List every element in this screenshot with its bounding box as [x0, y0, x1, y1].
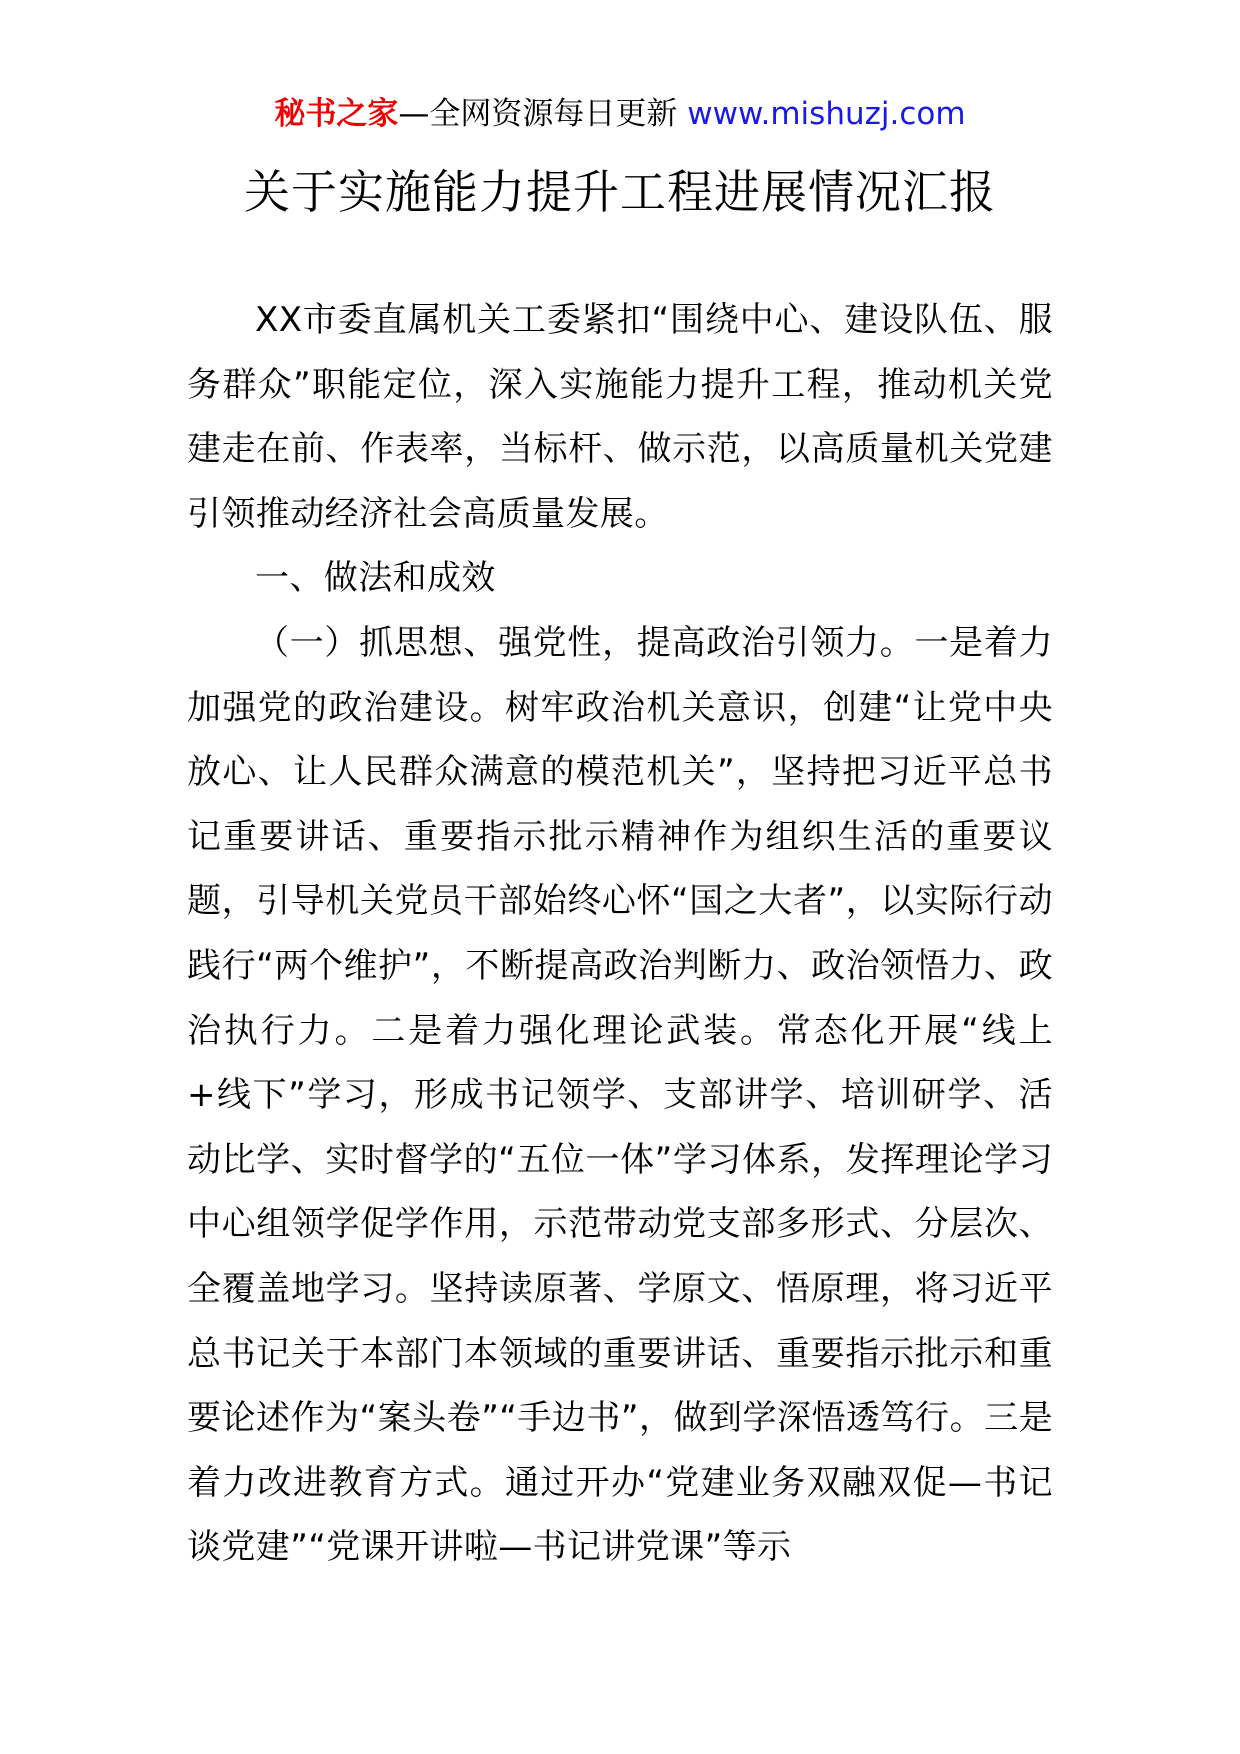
website-link[interactable]: www.mishuzj.com	[687, 96, 966, 132]
intro-paragraph: XX市委直属机关工委紧扣“围绕中心、建设队伍、服务群众”职能定位，深入实施能力提升工程，推动机关党建走在前、作表率，当标杆、做示范，以高质量机关党建引领推动经济社会高质量发展。	[187, 300, 1053, 534]
document-title: 关于实施能力提升工程进展情况汇报	[244, 165, 996, 219]
site-header	[0, 94, 1240, 134]
section-heading: 一、做法和成效	[255, 558, 496, 599]
body-paragraph: （一）抓思想、强党性，提高政治引领力。一是着力加强党的政治建设。树牢政治机关意识，创建“让党中央放心、让人民群众满意的模范机关”，坚持把习近平总书记重要讲话、重要指示批示精神作为组织生活的重要议题，引导机关党员干部始终心怀“国之大者”，以实际行动践行“两个维护”，不断提高政治判断力、政治领悟力、政治执行力。二是着力强化理论武装。常态化开展“线上+线下”学习，形成书记领学、支部讲学、培训研学、活动比学、实时督学的“五位一体”学习体系，发挥理论学习中心组领学促学作用，示范带动党支部多形式、分层次、全覆盖地学习。坚持读原著、学原文、悟原理，将习近平总书记关于本部门本领域的重要讲话、重要指示批示和重要论述作为“案头卷”“手边书”，做到学深悟透笃行。三是着力改进教育方式。通过开办“党建业务双融双促—书记谈党建”“党课开讲啦—书记讲党课”等示	[187, 622, 1053, 1568]
header-tagline: —全网资源每日更新	[398, 96, 678, 132]
document-body	[187, 288, 1053, 1580]
brand-name: 秘书之家	[274, 96, 399, 132]
